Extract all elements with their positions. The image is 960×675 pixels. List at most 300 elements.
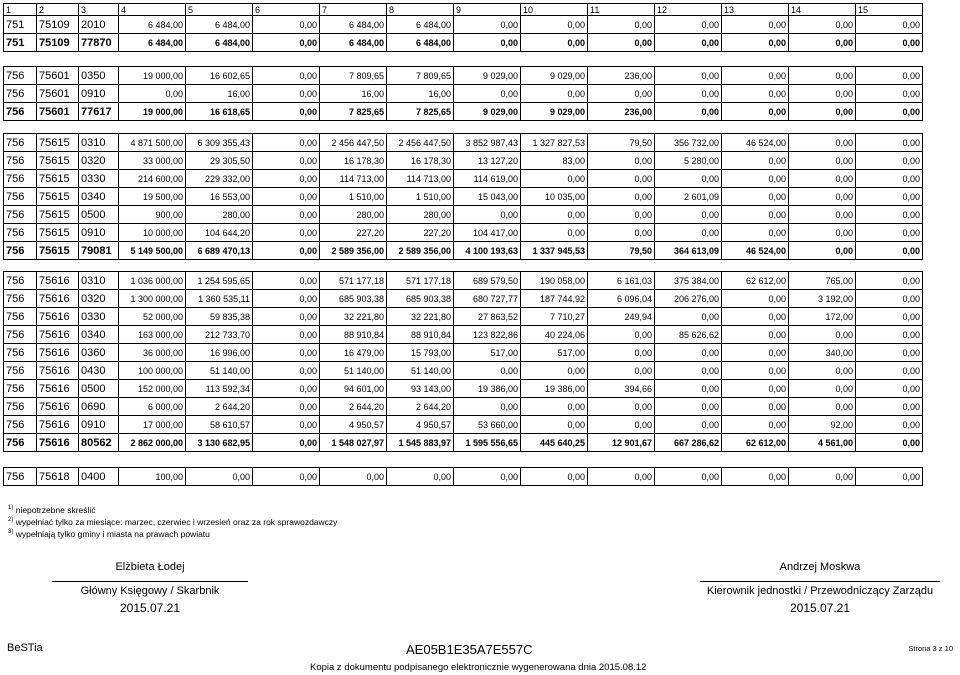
table-cell: 0,00 — [655, 16, 722, 34]
table-cell: 0,00 — [655, 34, 722, 52]
table-cell: 6 484,00 — [320, 34, 387, 52]
column-number: 9 — [454, 4, 521, 16]
table-cell: 0,00 — [722, 103, 789, 121]
column-number: 1 — [4, 4, 37, 16]
table-cell: 0,00 — [253, 34, 320, 52]
table-cell: 100,00 — [119, 468, 186, 486]
table-cell: 75616 — [37, 326, 79, 344]
table-cell: 75601 — [37, 103, 79, 121]
table-cell: 445 640,25 — [521, 434, 588, 452]
table-cell: 0,00 — [856, 416, 923, 434]
table-cell: 0,00 — [253, 434, 320, 452]
table-cell: 0,00 — [856, 134, 923, 152]
table-cell: 0,00 — [186, 468, 253, 486]
table-cell: 0,00 — [253, 16, 320, 34]
table-cell: 6 484,00 — [119, 16, 186, 34]
table-cell: 104 417,00 — [454, 224, 521, 242]
table-cell: 0500 — [79, 206, 119, 224]
table-cell: 0,00 — [856, 380, 923, 398]
table-cell: 0,00 — [856, 242, 923, 260]
table-cell: 0,00 — [588, 416, 655, 434]
table-cell: 2 862 000,00 — [119, 434, 186, 452]
signer-name: Andrzej Moskwa — [779, 561, 861, 573]
table-cell: 0,00 — [655, 224, 722, 242]
table-cell: 75616 — [37, 416, 79, 434]
table-cell: 0,00 — [521, 206, 588, 224]
table-cell: 75616 — [37, 398, 79, 416]
table-cell: 114 713,00 — [387, 170, 454, 188]
table-cell: 0,00 — [655, 362, 722, 380]
table-cell: 1 254 595,65 — [186, 272, 253, 290]
table-cell: 6 096,04 — [588, 290, 655, 308]
table-cell: 0,00 — [722, 188, 789, 206]
table-cell: 0430 — [79, 362, 119, 380]
signer-name: Elżbieta Łodej — [115, 561, 185, 573]
table-cell: 187 744,92 — [521, 290, 588, 308]
table-cell: 190 058,00 — [521, 272, 588, 290]
table-cell: 0,00 — [856, 152, 923, 170]
table-cell: 689 579,50 — [454, 272, 521, 290]
table-row — [4, 224, 923, 242]
table-cell: 75109 — [37, 16, 79, 34]
table-cell: 5 149 500,00 — [119, 242, 186, 260]
table-cell: 0,00 — [588, 170, 655, 188]
table-row-total — [4, 103, 923, 121]
table-cell: 19 000,00 — [119, 103, 186, 121]
table-cell: 0,00 — [789, 152, 856, 170]
table-cell: 756 — [4, 398, 37, 416]
table-cell: 227,20 — [320, 224, 387, 242]
table-cell: 0,00 — [588, 16, 655, 34]
table-cell: 0910 — [79, 224, 119, 242]
table-cell: 756 — [4, 242, 37, 260]
table-cell: 571 177,18 — [320, 272, 387, 290]
table-cell: 75109 — [37, 34, 79, 52]
column-number: 12 — [655, 4, 722, 16]
table-cell: 0,00 — [856, 326, 923, 344]
table-cell: 9 029,00 — [454, 67, 521, 85]
signature-date: 2015.07.21 — [119, 601, 181, 615]
table-cell: 0,00 — [789, 134, 856, 152]
table-cell: 7 809,65 — [387, 67, 454, 85]
table-cell: 206 276,00 — [655, 290, 722, 308]
table-cell: 2 644,20 — [320, 398, 387, 416]
table-cell: 16 602,65 — [186, 67, 253, 85]
table-cell: 0,00 — [253, 362, 320, 380]
table-cell: 75615 — [37, 206, 79, 224]
table-cell: 0,00 — [253, 85, 320, 103]
signer-role: Główny Księgowy / Skarbnik — [80, 585, 220, 597]
page-number: Strona 3 z 10 — [908, 644, 953, 653]
table-cell: 0910 — [79, 85, 119, 103]
table-cell: 2 456 447,50 — [320, 134, 387, 152]
table-cell: 0,00 — [521, 224, 588, 242]
table-cell: 685 903,38 — [320, 290, 387, 308]
table-cell: 0330 — [79, 308, 119, 326]
table-cell: 75616 — [37, 308, 79, 326]
table-cell: 52 000,00 — [119, 308, 186, 326]
table-cell: 0,00 — [655, 308, 722, 326]
table-cell: 756 — [4, 380, 37, 398]
table-cell: 100 000,00 — [119, 362, 186, 380]
table-cell: 6 161,03 — [588, 272, 655, 290]
signature-right — [700, 561, 940, 615]
table-cell: 0,00 — [588, 188, 655, 206]
table-cell: 0,00 — [789, 362, 856, 380]
table-cell: 756 — [4, 134, 37, 152]
table-cell: 113 592,34 — [186, 380, 253, 398]
table-cell: 75615 — [37, 134, 79, 152]
table-cell: 229 332,00 — [186, 170, 253, 188]
table-cell: 75616 — [37, 434, 79, 452]
table-cell: 765,00 — [789, 272, 856, 290]
table-cell: 53 660,00 — [454, 416, 521, 434]
table-cell: 227,20 — [387, 224, 454, 242]
table-cell: 900,00 — [119, 206, 186, 224]
table-cell: 394,66 — [588, 380, 655, 398]
table-cell: 756 — [4, 290, 37, 308]
table-cell: 0,00 — [588, 398, 655, 416]
table-cell: 0,00 — [722, 170, 789, 188]
table-cell: 756 — [4, 416, 37, 434]
table-cell: 0,00 — [253, 242, 320, 260]
table-cell: 1 036 000,00 — [119, 272, 186, 290]
table-cell: 58 610,57 — [186, 416, 253, 434]
table-cell: 0,00 — [253, 188, 320, 206]
table-cell: 0,00 — [521, 468, 588, 486]
column-number: 10 — [521, 4, 588, 16]
table-cell: 94 601,00 — [320, 380, 387, 398]
table-cell: 0,00 — [722, 34, 789, 52]
table-row — [4, 152, 923, 170]
table-cell: 27 863,52 — [454, 308, 521, 326]
table-cell: 75616 — [37, 362, 79, 380]
table-cell: 0,00 — [588, 224, 655, 242]
table-cell: 0320 — [79, 290, 119, 308]
copy-note: Kopia z dokumentu podpisanego elektronicznie wygenerowana dnia 2015.08.12 — [310, 662, 647, 673]
table-cell: 236,00 — [588, 103, 655, 121]
table-cell: 75616 — [37, 344, 79, 362]
table-row — [4, 362, 923, 380]
table-cell: 756 — [4, 85, 37, 103]
table-group — [3, 271, 923, 452]
table-cell: 0,00 — [588, 34, 655, 52]
table-cell: 0,00 — [856, 272, 923, 290]
table-cell: 0,00 — [856, 188, 923, 206]
table-cell: 0910 — [79, 416, 119, 434]
table-cell: 1 595 556,65 — [454, 434, 521, 452]
table-cell: 0,00 — [521, 398, 588, 416]
table-cell: 0,00 — [655, 170, 722, 188]
table-row — [4, 468, 923, 486]
table-row — [4, 16, 923, 34]
table-cell: 0340 — [79, 326, 119, 344]
table-cell: 51 140,00 — [387, 362, 454, 380]
table-cell: 756 — [4, 308, 37, 326]
column-number: 2 — [37, 4, 79, 16]
table-cell: 1 548 027,97 — [320, 434, 387, 452]
table-cell: 2 589 356,00 — [320, 242, 387, 260]
table-cell: 756 — [4, 67, 37, 85]
table-cell: 0,00 — [856, 308, 923, 326]
column-number: 5 — [186, 4, 253, 16]
table-cell: 0,00 — [789, 468, 856, 486]
table-cell: 75601 — [37, 85, 79, 103]
table-cell: 375 384,00 — [655, 272, 722, 290]
footnote-1: $^{1)}$ niepotrzebne skreślić — [8, 504, 96, 515]
table-cell: 756 — [4, 434, 37, 452]
table-row — [4, 344, 923, 362]
table-row-total — [4, 434, 923, 452]
table-cell: 75616 — [37, 380, 79, 398]
table-cell: 75615 — [37, 242, 79, 260]
table-cell: 12 901,67 — [588, 434, 655, 452]
table-cell: 0,00 — [722, 468, 789, 486]
table-cell: 756 — [4, 170, 37, 188]
table-cell: 6 484,00 — [186, 34, 253, 52]
table-cell: 79,50 — [588, 134, 655, 152]
table-cell: 0,00 — [722, 344, 789, 362]
table-cell: 680 727,77 — [454, 290, 521, 308]
table-cell: 6 484,00 — [186, 16, 253, 34]
table-cell: 756 — [4, 344, 37, 362]
table-cell: 0,00 — [655, 416, 722, 434]
table-cell: 75615 — [37, 170, 79, 188]
table-cell: 77617 — [79, 103, 119, 121]
table-cell: 19 500,00 — [119, 188, 186, 206]
table-cell: 6 484,00 — [387, 34, 454, 52]
table-cell: 16 178,30 — [387, 152, 454, 170]
table-cell: 0,00 — [722, 398, 789, 416]
table-cell: 280,00 — [387, 206, 454, 224]
column-number: 7 — [320, 4, 387, 16]
table-cell: 0,00 — [454, 468, 521, 486]
table-cell: 33 000,00 — [119, 152, 186, 170]
table-cell: 3 852 987,43 — [454, 134, 521, 152]
table-cell: 40 224,06 — [521, 326, 588, 344]
table-cell: 16,00 — [387, 85, 454, 103]
table-cell: 46 524,00 — [722, 134, 789, 152]
table-cell: 104 644,20 — [186, 224, 253, 242]
table-group — [3, 133, 923, 260]
table-cell: 9 029,00 — [454, 103, 521, 121]
table-cell: 77870 — [79, 34, 119, 52]
table-cell: 0,00 — [521, 16, 588, 34]
table-cell: 0,00 — [454, 398, 521, 416]
table-cell: 32 221,80 — [387, 308, 454, 326]
table-cell: 212 733,70 — [186, 326, 253, 344]
table-cell: 0,00 — [722, 67, 789, 85]
table-row-total — [4, 242, 923, 260]
table-cell: 0,00 — [856, 16, 923, 34]
table-cell: 16 618,65 — [186, 103, 253, 121]
table-cell: 0,00 — [856, 103, 923, 121]
table-cell: 0,00 — [655, 67, 722, 85]
table-cell: 364 613,09 — [655, 242, 722, 260]
table-cell: 152 000,00 — [119, 380, 186, 398]
table-cell: 756 — [4, 206, 37, 224]
table-cell: 7 825,65 — [320, 103, 387, 121]
table-row — [4, 134, 923, 152]
table-cell: 0,00 — [387, 468, 454, 486]
table-cell: 0,00 — [588, 85, 655, 103]
table-cell: 0400 — [79, 468, 119, 486]
table-cell: 19 386,00 — [521, 380, 588, 398]
table-cell: 0,00 — [789, 242, 856, 260]
table-cell: 0340 — [79, 188, 119, 206]
table-cell: 16 553,00 — [186, 188, 253, 206]
table-cell: 0,00 — [588, 152, 655, 170]
table-cell: 1 510,00 — [320, 188, 387, 206]
table-cell: 0500 — [79, 380, 119, 398]
table-cell: 0,00 — [521, 416, 588, 434]
table-cell: 756 — [4, 103, 37, 121]
table-cell: 0,00 — [521, 34, 588, 52]
table-row — [4, 67, 923, 85]
table-cell: 1 337 945,53 — [521, 242, 588, 260]
table-cell: 13 127,20 — [454, 152, 521, 170]
table-row — [4, 308, 923, 326]
table-cell: 667 286,62 — [655, 434, 722, 452]
table-group — [3, 66, 923, 121]
table-cell: 0,00 — [253, 134, 320, 152]
column-number: 6 — [253, 4, 320, 16]
table-cell: 0,00 — [253, 416, 320, 434]
table-cell: 15 043,00 — [454, 188, 521, 206]
table-cell: 80562 — [79, 434, 119, 452]
table-cell: 36 000,00 — [119, 344, 186, 362]
table-cell: 0,00 — [856, 362, 923, 380]
table-cell: 62 612,00 — [722, 272, 789, 290]
table-cell: 0,00 — [789, 380, 856, 398]
table-cell: 0,00 — [253, 67, 320, 85]
table-cell: 0,00 — [655, 380, 722, 398]
table-cell: 0,00 — [588, 362, 655, 380]
table-cell: 75616 — [37, 272, 79, 290]
table-cell: 2 601,09 — [655, 188, 722, 206]
table-cell: 3 130 682,95 — [186, 434, 253, 452]
table-cell: 0,00 — [454, 34, 521, 52]
table-cell: 17 000,00 — [119, 416, 186, 434]
table-cell: 0,00 — [253, 308, 320, 326]
table-cell: 0310 — [79, 134, 119, 152]
table-cell: 0,00 — [856, 85, 923, 103]
table-cell: 16 996,00 — [186, 344, 253, 362]
table-cell: 85 626,62 — [655, 326, 722, 344]
table-row — [4, 85, 923, 103]
table-cell: 0,00 — [588, 326, 655, 344]
table-cell: 92,00 — [789, 416, 856, 434]
table-cell: 0,00 — [722, 380, 789, 398]
table-row — [4, 416, 923, 434]
table-cell: 0,00 — [253, 326, 320, 344]
table-cell: 0,00 — [655, 344, 722, 362]
table-cell: 88 910,84 — [320, 326, 387, 344]
table-cell: 0,00 — [588, 344, 655, 362]
table-cell: 0330 — [79, 170, 119, 188]
table-cell: 0,00 — [253, 206, 320, 224]
header-row — [4, 4, 923, 16]
table-cell: 75615 — [37, 152, 79, 170]
table-cell: 0,00 — [454, 16, 521, 34]
table-cell: 0,00 — [722, 416, 789, 434]
table-cell: 16,00 — [320, 85, 387, 103]
signature-line — [700, 581, 940, 582]
table-cell: 46 524,00 — [722, 242, 789, 260]
column-number: 13 — [722, 4, 789, 16]
table-cell: 0,00 — [856, 34, 923, 52]
table-cell: 0,00 — [789, 398, 856, 416]
table-cell: 75615 — [37, 188, 79, 206]
table-cell: 0,00 — [655, 85, 722, 103]
table-cell: 5 280,00 — [655, 152, 722, 170]
table-cell: 236,00 — [588, 67, 655, 85]
app-name: BeSTia — [7, 642, 43, 654]
table-cell: 15 793,00 — [387, 344, 454, 362]
table-cell: 0,00 — [655, 103, 722, 121]
table-cell: 356 732,00 — [655, 134, 722, 152]
table-cell: 6 309 355,43 — [186, 134, 253, 152]
table-cell: 0,00 — [722, 152, 789, 170]
table-cell: 0,00 — [521, 170, 588, 188]
table-cell: 7 710,27 — [521, 308, 588, 326]
table-cell: 0,00 — [856, 398, 923, 416]
table-cell: 280,00 — [320, 206, 387, 224]
table-cell: 0,00 — [253, 398, 320, 416]
table-cell: 0,00 — [856, 224, 923, 242]
column-number: 4 — [119, 4, 186, 16]
table-cell: 756 — [4, 272, 37, 290]
table-cell: 4 950,57 — [387, 416, 454, 434]
table-cell: 0,00 — [454, 206, 521, 224]
table-cell: 19 386,00 — [454, 380, 521, 398]
table-cell: 0,00 — [789, 103, 856, 121]
table-cell: 59 835,38 — [186, 308, 253, 326]
table-cell: 0360 — [79, 344, 119, 362]
table-cell: 4 100 193,63 — [454, 242, 521, 260]
table-cell: 0,00 — [253, 152, 320, 170]
table-cell: 6 484,00 — [320, 16, 387, 34]
signature-left — [52, 561, 248, 615]
table-cell: 0,00 — [856, 434, 923, 452]
table-cell: 0,00 — [521, 85, 588, 103]
table-cell: 0,00 — [789, 170, 856, 188]
table-group — [3, 467, 923, 486]
table-cell: 93 143,00 — [387, 380, 454, 398]
table-cell: 0350 — [79, 67, 119, 85]
table-cell: 7 825,65 — [387, 103, 454, 121]
table-cell: 1 360 535,11 — [186, 290, 253, 308]
table-cell: 10 000,00 — [119, 224, 186, 242]
table-cell: 0,00 — [253, 224, 320, 242]
table-cell: 16,00 — [186, 85, 253, 103]
table-cell: 756 — [4, 468, 37, 486]
table-cell: 7 809,65 — [320, 67, 387, 85]
column-number: 15 — [856, 4, 923, 16]
table-cell: 0,00 — [722, 206, 789, 224]
table-cell: 0,00 — [856, 344, 923, 362]
table-cell: 2 644,20 — [186, 398, 253, 416]
table-cell: 9 029,00 — [521, 103, 588, 121]
table-cell: 1 300 000,00 — [119, 290, 186, 308]
table-cell: 756 — [4, 326, 37, 344]
table-cell: 685 903,38 — [387, 290, 454, 308]
table-cell: 88 910,84 — [387, 326, 454, 344]
table-cell: 163 000,00 — [119, 326, 186, 344]
column-number: 8 — [387, 4, 454, 16]
table-cell: 0,00 — [655, 468, 722, 486]
table-cell: 751 — [4, 34, 37, 52]
